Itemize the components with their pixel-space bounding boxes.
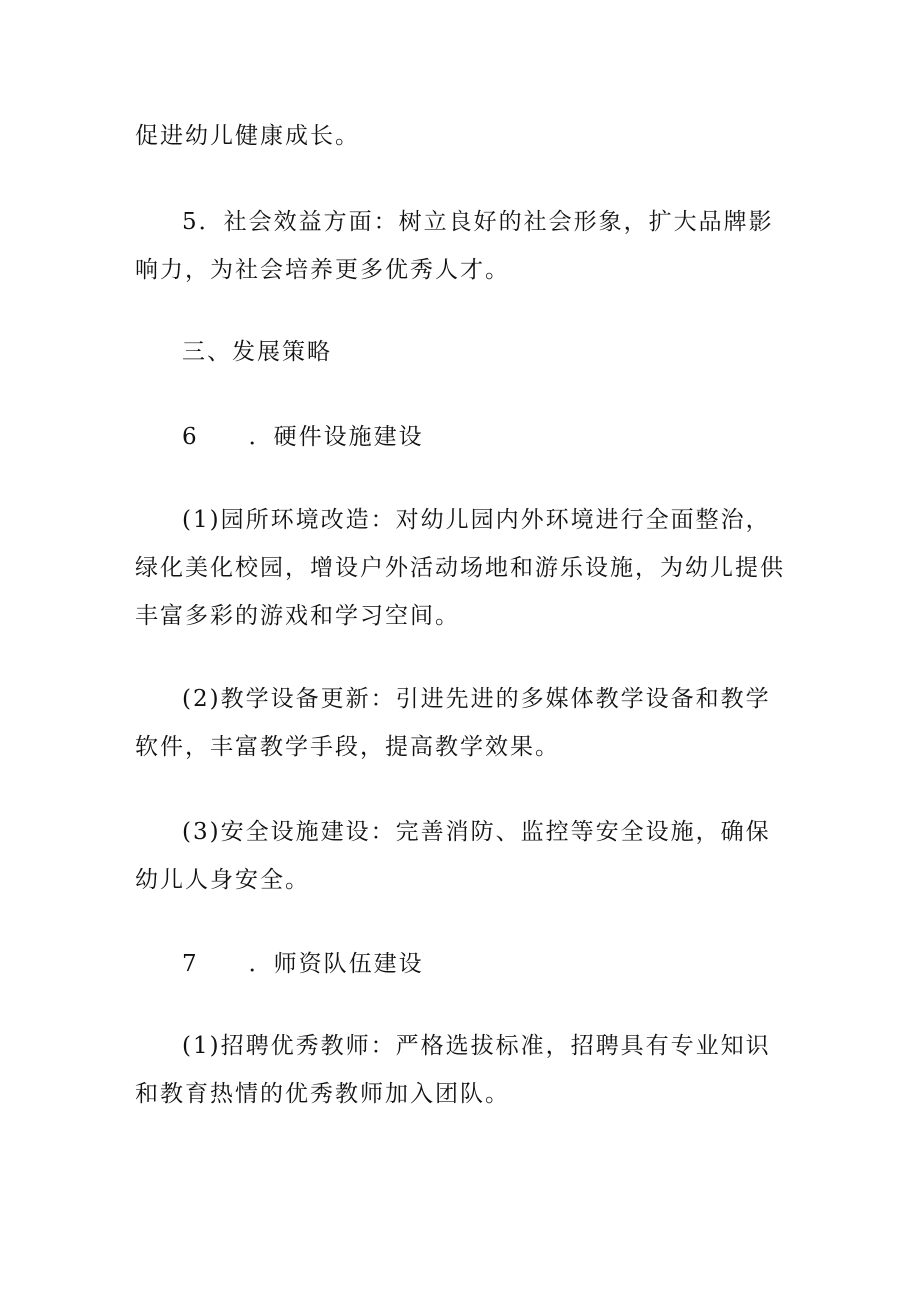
section-heading-strategy: 三、发展策略	[182, 339, 332, 365]
paragraph-continuation: 促进幼儿健康成长。	[135, 123, 360, 149]
subheading-text: ．硬件设施建设	[248, 424, 424, 450]
subheading-number: 6	[182, 424, 199, 450]
paragraph-recruitment: (1)招聘优秀教师：严格选拔标准，招聘具有专业知识和教育热情的优秀教师加入团队。	[135, 1033, 771, 1107]
subheading-hardware	[182, 413, 424, 461]
paragraph-social-benefit: 5．社会效益方面：树立良好的社会形象，扩大品牌影响力，为社会培养更多优秀人才。	[135, 209, 774, 283]
subheading-teachers	[182, 940, 424, 988]
paragraph-safety: (3)安全设施建设：完善消防、监控等安全设施，确保幼儿人身安全。	[135, 819, 771, 893]
subheading-number: 7	[182, 951, 199, 977]
subheading-text: ．师资队伍建设	[248, 951, 424, 977]
paragraph-environment: (1)园所环境改造：对幼儿园内外环境进行全面整治，绿化美化校园，增设户外活动场地和游乐设施，为幼儿提供丰富多彩的游戏和学习空间。	[135, 507, 785, 629]
paragraph-equipment: (2)教学设备更新：引进先进的多媒体教学设备和教学软件，丰富教学手段，提高教学效果。	[135, 686, 771, 760]
